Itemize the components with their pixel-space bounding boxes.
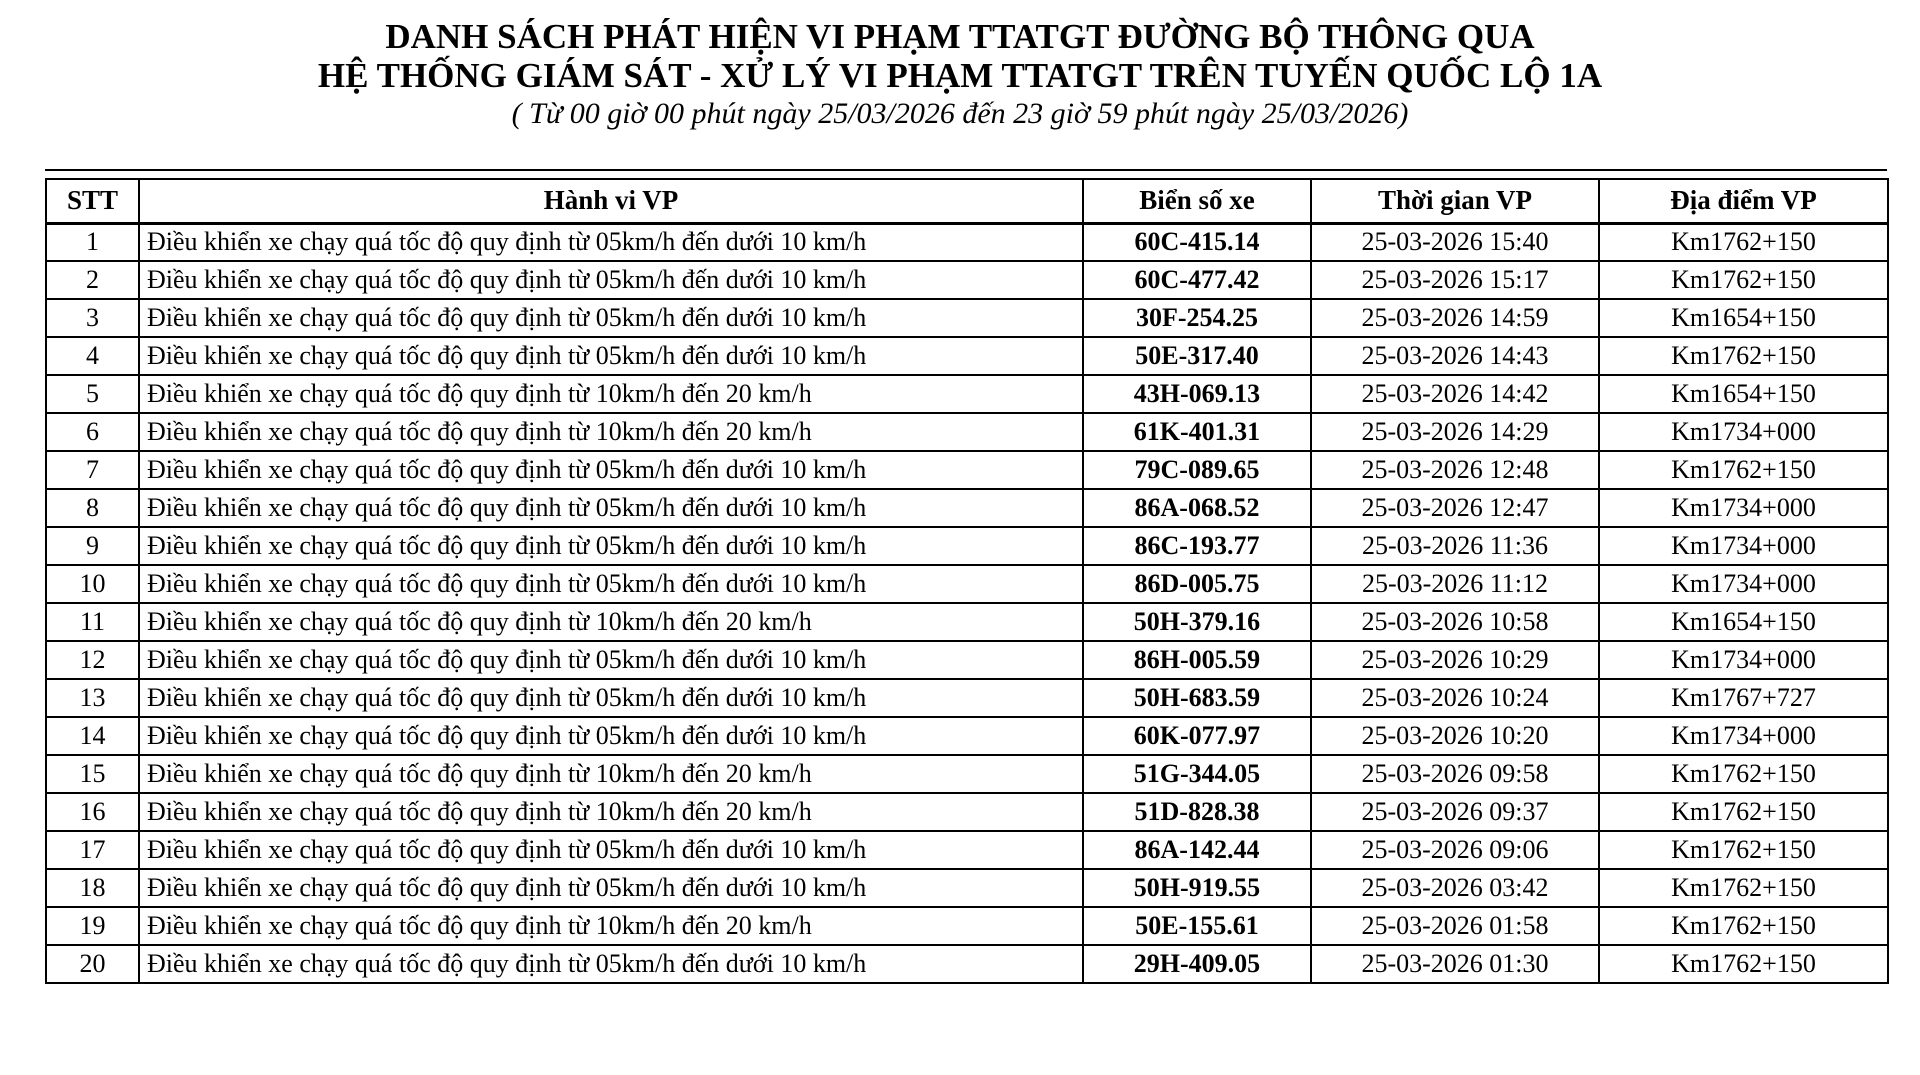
violation-table-container bbox=[45, 169, 1887, 984]
stt-cell: 6 bbox=[46, 413, 139, 451]
time-cell: 25-03-2026 03:42 bbox=[1311, 869, 1599, 907]
location-cell: Km1734+000 bbox=[1599, 641, 1888, 679]
table-row bbox=[46, 603, 1888, 641]
location-cell: Km1762+150 bbox=[1599, 451, 1888, 489]
stt-cell: 11 bbox=[46, 603, 139, 641]
location-cell: Km1654+150 bbox=[1599, 603, 1888, 641]
stt-cell: 10 bbox=[46, 565, 139, 603]
violation-table-body bbox=[46, 223, 1888, 983]
header-plate: Biển số xe bbox=[1083, 179, 1311, 223]
stt-cell: 16 bbox=[46, 793, 139, 831]
table-row bbox=[46, 793, 1888, 831]
location-cell: Km1762+150 bbox=[1599, 869, 1888, 907]
time-cell: 25-03-2026 14:59 bbox=[1311, 299, 1599, 337]
location-cell: Km1762+150 bbox=[1599, 907, 1888, 945]
location-cell: Km1762+150 bbox=[1599, 945, 1888, 983]
stt-cell: 17 bbox=[46, 831, 139, 869]
location-cell: Km1654+150 bbox=[1599, 299, 1888, 337]
plate-cell: 51G-344.05 bbox=[1083, 755, 1311, 793]
stt-cell: 18 bbox=[46, 869, 139, 907]
time-cell: 25-03-2026 01:58 bbox=[1311, 907, 1599, 945]
plate-cell: 61K-401.31 bbox=[1083, 413, 1311, 451]
plate-cell: 86A-142.44 bbox=[1083, 831, 1311, 869]
stt-cell: 12 bbox=[46, 641, 139, 679]
stt-cell: 1 bbox=[46, 223, 139, 261]
table-row bbox=[46, 261, 1888, 299]
location-cell: Km1734+000 bbox=[1599, 489, 1888, 527]
time-cell: 25-03-2026 09:37 bbox=[1311, 793, 1599, 831]
violation-cell: Điều khiển xe chạy quá tốc độ quy định từ 05km/h đến dưới 10 km/h bbox=[139, 337, 1083, 375]
table-row bbox=[46, 413, 1888, 451]
location-cell: Km1734+000 bbox=[1599, 413, 1888, 451]
stt-cell: 3 bbox=[46, 299, 139, 337]
table-row bbox=[46, 375, 1888, 413]
violation-cell: Điều khiển xe chạy quá tốc độ quy định từ 10km/h đến 20 km/h bbox=[139, 907, 1083, 945]
table-row bbox=[46, 451, 1888, 489]
document-subtitle: ( Từ 00 giờ 00 phút ngày 25/03/2026 đến 23 giờ 59 phút ngày 25/03/2026) bbox=[511, 97, 1409, 130]
header-violation: Hành vi VP bbox=[139, 179, 1083, 223]
document-header bbox=[78, 0, 1842, 133]
location-cell: Km1762+150 bbox=[1599, 337, 1888, 375]
violation-cell: Điều khiển xe chạy quá tốc độ quy định từ 10km/h đến 20 km/h bbox=[139, 793, 1083, 831]
time-cell: 25-03-2026 14:42 bbox=[1311, 375, 1599, 413]
stt-cell: 14 bbox=[46, 717, 139, 755]
violation-cell: Điều khiển xe chạy quá tốc độ quy định từ 05km/h đến dưới 10 km/h bbox=[139, 831, 1083, 869]
stt-cell: 20 bbox=[46, 945, 139, 983]
table-row bbox=[46, 223, 1888, 261]
violation-cell: Điều khiển xe chạy quá tốc độ quy định từ 05km/h đến dưới 10 km/h bbox=[139, 527, 1083, 565]
time-cell: 25-03-2026 14:29 bbox=[1311, 413, 1599, 451]
location-cell: Km1734+000 bbox=[1599, 717, 1888, 755]
violation-table bbox=[45, 178, 1889, 984]
violation-cell: Điều khiển xe chạy quá tốc độ quy định từ 05km/h đến dưới 10 km/h bbox=[139, 489, 1083, 527]
time-cell: 25-03-2026 10:24 bbox=[1311, 679, 1599, 717]
document-title-line1: DANH SÁCH PHÁT HIỆN VI PHẠM TTATGT ĐƯỜNG BỘ THÔNG QUA bbox=[385, 17, 1535, 56]
plate-cell: 60C-415.14 bbox=[1083, 223, 1311, 261]
table-row bbox=[46, 489, 1888, 527]
time-cell: 25-03-2026 10:20 bbox=[1311, 717, 1599, 755]
location-cell: Km1734+000 bbox=[1599, 527, 1888, 565]
table-row bbox=[46, 945, 1888, 983]
location-cell: Km1762+150 bbox=[1599, 261, 1888, 299]
plate-cell: 86C-193.77 bbox=[1083, 527, 1311, 565]
time-cell: 25-03-2026 01:30 bbox=[1311, 945, 1599, 983]
plate-cell: 60K-077.97 bbox=[1083, 717, 1311, 755]
location-cell: Km1762+150 bbox=[1599, 755, 1888, 793]
time-cell: 25-03-2026 12:47 bbox=[1311, 489, 1599, 527]
violation-cell: Điều khiển xe chạy quá tốc độ quy định từ 05km/h đến dưới 10 km/h bbox=[139, 565, 1083, 603]
header-location: Địa điểm VP bbox=[1599, 179, 1888, 223]
violation-cell: Điều khiển xe chạy quá tốc độ quy định từ 05km/h đến dưới 10 km/h bbox=[139, 679, 1083, 717]
location-cell: Km1654+150 bbox=[1599, 375, 1888, 413]
time-cell: 25-03-2026 10:29 bbox=[1311, 641, 1599, 679]
location-cell: Km1767+727 bbox=[1599, 679, 1888, 717]
location-cell: Km1762+150 bbox=[1599, 793, 1888, 831]
violation-cell: Điều khiển xe chạy quá tốc độ quy định từ 05km/h đến dưới 10 km/h bbox=[139, 451, 1083, 489]
time-cell: 25-03-2026 11:36 bbox=[1311, 527, 1599, 565]
plate-cell: 50E-155.61 bbox=[1083, 907, 1311, 945]
plate-cell: 50E-317.40 bbox=[1083, 337, 1311, 375]
stt-cell: 2 bbox=[46, 261, 139, 299]
violation-cell: Điều khiển xe chạy quá tốc độ quy định từ 05km/h đến dưới 10 km/h bbox=[139, 223, 1083, 261]
time-cell: 25-03-2026 10:58 bbox=[1311, 603, 1599, 641]
violation-cell: Điều khiển xe chạy quá tốc độ quy định từ 05km/h đến dưới 10 km/h bbox=[139, 717, 1083, 755]
violation-cell: Điều khiển xe chạy quá tốc độ quy định từ 10km/h đến 20 km/h bbox=[139, 603, 1083, 641]
plate-cell: 50H-919.55 bbox=[1083, 869, 1311, 907]
stt-cell: 15 bbox=[46, 755, 139, 793]
time-cell: 25-03-2026 14:43 bbox=[1311, 337, 1599, 375]
table-row bbox=[46, 641, 1888, 679]
plate-cell: 50H-683.59 bbox=[1083, 679, 1311, 717]
time-cell: 25-03-2026 09:06 bbox=[1311, 831, 1599, 869]
table-row bbox=[46, 869, 1888, 907]
violation-cell: Điều khiển xe chạy quá tốc độ quy định từ 05km/h đến dưới 10 km/h bbox=[139, 299, 1083, 337]
table-row bbox=[46, 527, 1888, 565]
stt-cell: 19 bbox=[46, 907, 139, 945]
plate-cell: 29H-409.05 bbox=[1083, 945, 1311, 983]
stt-cell: 4 bbox=[46, 337, 139, 375]
violation-cell: Điều khiển xe chạy quá tốc độ quy định từ 10km/h đến 20 km/h bbox=[139, 375, 1083, 413]
table-row bbox=[46, 565, 1888, 603]
location-cell: Km1734+000 bbox=[1599, 565, 1888, 603]
table-header-row bbox=[46, 179, 1888, 223]
plate-cell: 43H-069.13 bbox=[1083, 375, 1311, 413]
plate-cell: 86A-068.52 bbox=[1083, 489, 1311, 527]
time-cell: 25-03-2026 12:48 bbox=[1311, 451, 1599, 489]
table-row bbox=[46, 831, 1888, 869]
plate-cell: 51D-828.38 bbox=[1083, 793, 1311, 831]
plate-cell: 30F-254.25 bbox=[1083, 299, 1311, 337]
plate-cell: 86H-005.59 bbox=[1083, 641, 1311, 679]
time-cell: 25-03-2026 09:58 bbox=[1311, 755, 1599, 793]
stt-cell: 8 bbox=[46, 489, 139, 527]
document-title-line2: HỆ THỐNG GIÁM SÁT - XỬ LÝ VI PHẠM TTATGT TRÊN TUYẾN QUỐC LỘ 1A bbox=[317, 56, 1603, 95]
table-row bbox=[46, 679, 1888, 717]
plate-cell: 50H-379.16 bbox=[1083, 603, 1311, 641]
violation-cell: Điều khiển xe chạy quá tốc độ quy định từ 05km/h đến dưới 10 km/h bbox=[139, 945, 1083, 983]
table-row bbox=[46, 717, 1888, 755]
table-row bbox=[46, 337, 1888, 375]
location-cell: Km1762+150 bbox=[1599, 223, 1888, 261]
time-cell: 25-03-2026 15:40 bbox=[1311, 223, 1599, 261]
header-time: Thời gian VP bbox=[1311, 179, 1599, 223]
table-row bbox=[46, 907, 1888, 945]
stt-cell: 7 bbox=[46, 451, 139, 489]
time-cell: 25-03-2026 15:17 bbox=[1311, 261, 1599, 299]
header-stt: STT bbox=[46, 179, 139, 223]
plate-cell: 86D-005.75 bbox=[1083, 565, 1311, 603]
violation-cell: Điều khiển xe chạy quá tốc độ quy định từ 10km/h đến 20 km/h bbox=[139, 755, 1083, 793]
stt-cell: 13 bbox=[46, 679, 139, 717]
plate-cell: 60C-477.42 bbox=[1083, 261, 1311, 299]
stt-cell: 9 bbox=[46, 527, 139, 565]
plate-cell: 79C-089.65 bbox=[1083, 451, 1311, 489]
violation-cell: Điều khiển xe chạy quá tốc độ quy định từ 05km/h đến dưới 10 km/h bbox=[139, 261, 1083, 299]
location-cell: Km1762+150 bbox=[1599, 831, 1888, 869]
table-row bbox=[46, 755, 1888, 793]
time-cell: 25-03-2026 11:12 bbox=[1311, 565, 1599, 603]
violation-cell: Điều khiển xe chạy quá tốc độ quy định từ 05km/h đến dưới 10 km/h bbox=[139, 869, 1083, 907]
stt-cell: 5 bbox=[46, 375, 139, 413]
table-row bbox=[46, 299, 1888, 337]
violation-cell: Điều khiển xe chạy quá tốc độ quy định từ 10km/h đến 20 km/h bbox=[139, 413, 1083, 451]
violation-cell: Điều khiển xe chạy quá tốc độ quy định từ 05km/h đến dưới 10 km/h bbox=[139, 641, 1083, 679]
